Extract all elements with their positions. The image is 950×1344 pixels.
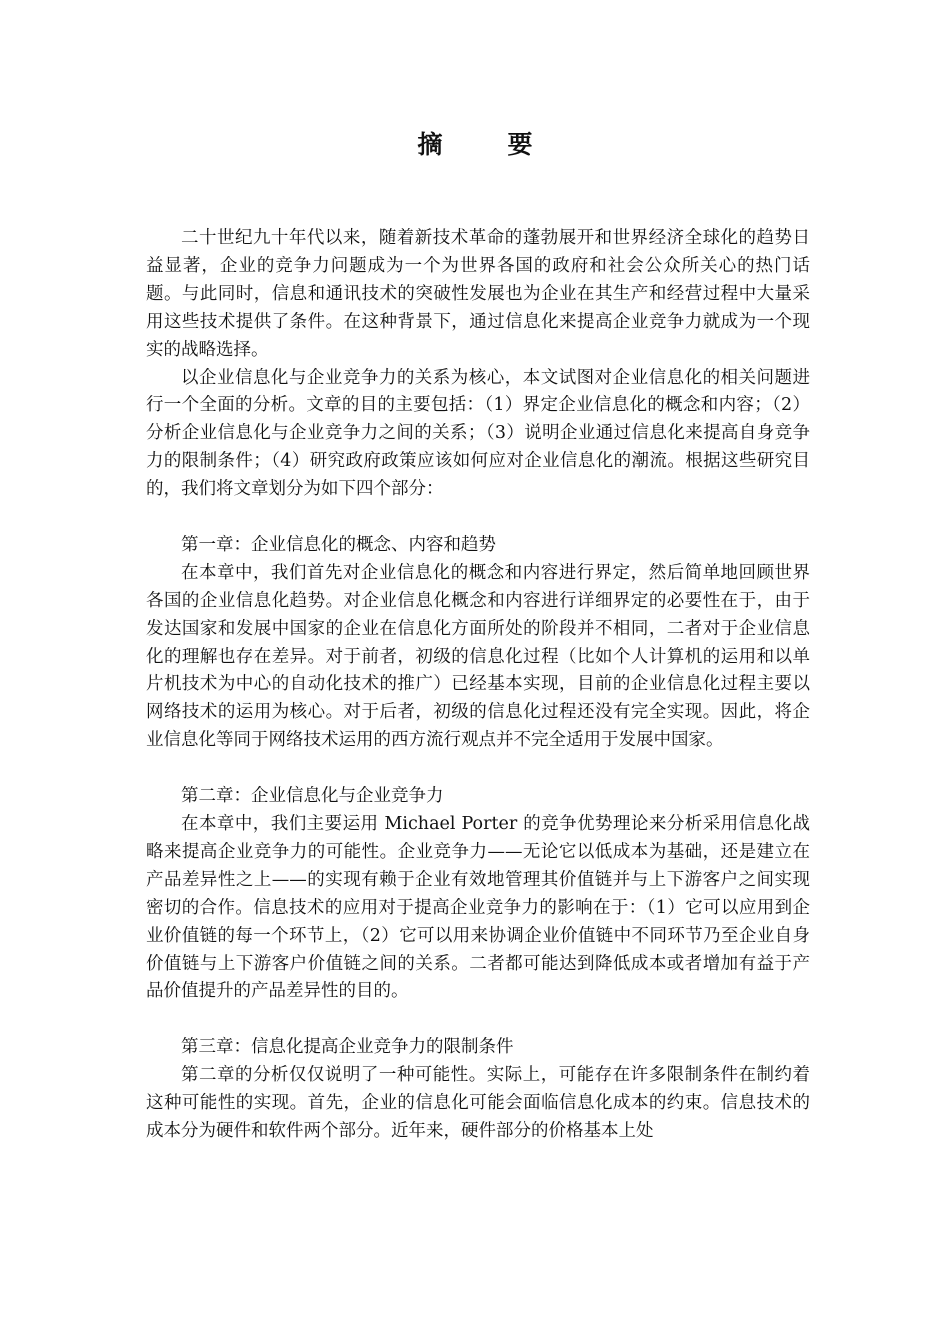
intro-paragraph-2: 以企业信息化与企业竞争力的关系为核心，本文试图对企业信息化的相关问题进行一个全面的分析。文章的目的主要包括：（1）界定企业信息化的概念和内容；（2）分析企业信息化与企业竞争力之间的关系；（3）说明企业通过信息化来提高自身竞争力的限制条件；（4）研究政府政策应该如何应对企业信息化的潮流。根据这些研究目的，我们将文章划分为如下四个部分： (146, 367, 810, 500)
intro-paragraph-1: 二十世纪九十年代以来，随着新技术革命的蓬勃展开和世界经济全球化的趋势日益显著，企业的竞争力问题成为一个为世界各国的政府和社会公众所关心的热门话题。与此同时，信息和通讯技术的突破性发展也为企业在其生产和经营过程中大量采用这些技术提供了条件。在这种背景下，通过信息化来提高企业竞争力就成为一个现实的战略选择。 (146, 228, 810, 360)
chapter-3-paragraph: 第二章的分析仅仅说明了一种可能性。实际上，可能存在许多限制条件在制约着这种可能性的实现。首先，企业的信息化可能会面临信息化成本的约束。信息技术的成本分为硬件和软件两个部分。近年来，硬件部分的价格基本上处 (146, 1065, 810, 1141)
page-title: 摘 要 (417, 130, 553, 159)
chapter-1-paragraph: 在本章中，我们首先对企业信息化的概念和内容进行界定，然后简单地回顾世界各国的企业信息化趋势。对企业信息化概念和内容进行详细界定的必要性在于，由于发达国家和发展中国家的企业在信息化方面所处的阶段并不相同，二者对于企业信息化的理解也存在差异。对于前者，初级的信息化过程（比如个人计算机的运用和以单片机技术为中心的自动化技术的推广）已经基本实现，目前的企业信息化过程主要以网络技术的运用为核心。对于后者，初级的信息化过程还没有完全实现。因此，将企业信息化等同于网络技术运用的西方流行观点并不完全适用于发展中国家。 (146, 562, 810, 751)
chapter-2-heading: 第二章：企业信息化与企业竞争力 (181, 786, 444, 807)
chapter-3-heading: 第三章：信息化提高企业竞争力的限制条件 (181, 1037, 514, 1058)
chapter-1-heading: 第一章：企业信息化的概念、内容和趋势 (181, 534, 496, 555)
chapter-2-paragraph: 在本章中，我们主要运用 Michael Porter 的竞争优势理论来分析采用信息化战略来提高企业竞争力的可能性。企业竞争力——无论它以低成本为基础，还是建立在产品差异性之上——的实现有赖于企业有效地管理其价值链并与上下游客户之间实现密切的合作。信息技术的应用对于提高企业竞争力的影响在于：（1）它可以应用到企业价值链的每一个环节上，（2）它可以用来协调企业价值链中不同环节乃至企业自身价值链与上下游客户价值链之间的关系。二者都可能达到降低成本或者增加有益于产品价值提升的产品差异性的目的。 (146, 814, 810, 1002)
abstract-body (146, 225, 810, 1146)
